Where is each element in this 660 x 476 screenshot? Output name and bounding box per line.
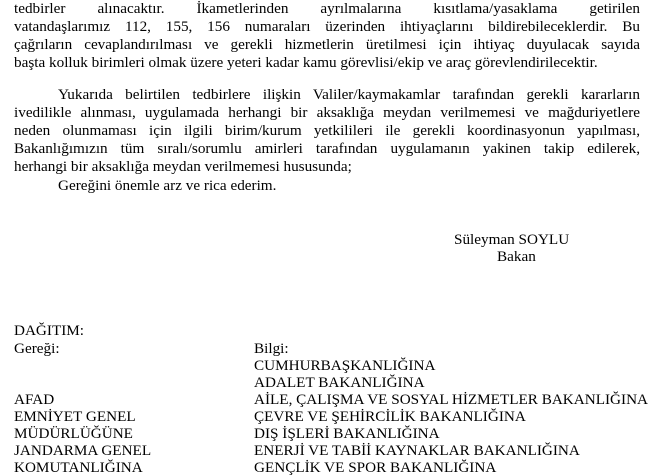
bilgi-recipient: DIŞ İŞLERİ BAKANLIĞINA [254,425,440,442]
gereği-recipient: AFAD [14,391,55,408]
signatory-title: Bakan [497,248,536,265]
bilgi-recipient: ADALET BAKANLIĞINA [254,374,425,391]
gereği-recipient: KOMUTANLIĞINA [14,459,143,476]
gereği-recipient: MÜDÜRLÜĞÜNE [14,425,133,442]
gereği-label: Gereği: [14,340,60,357]
paragraph-2-line-2: ivedilikle alınması, uygulamada herhangi bir aksaklığa meydan verilmemesi ve mağduriyetlere [14,104,640,121]
gereği-recipient: EMNİYET GENEL [14,408,136,425]
closing-sentence: Gereğini önemle arz ve rica ederim. [58,177,277,194]
paragraph-1-line-2: vatandaşlarımız 112, 155, 156 numaraları üzerinden ihtiyaçlarını bildirebileceklerdir. Bu [14,18,640,35]
paragraph-2-line-4: Bakanlığımızın tüm sıralı/sorumlu amirleri tarafından uygulamanın yakinen takip edilerek, [14,140,640,157]
paragraph-2-line-3: neden olunmaması için ilgili birim/kurum yetkilileri ile gerekli koordinasyonun yapılması, [14,122,640,139]
distribution-heading: DAĞITIM: [14,322,85,339]
bilgi-recipient: GENÇLİK VE SPOR BAKANLIĞINA [254,459,497,476]
bilgi-recipient: ENERJİ VE TABİİ KAYNAKLAR BAKANLIĞINA [254,442,580,459]
paragraph-1-line-1: tedbirler alınacaktır. İkametlerinden ayrılmalarına kısıtlama/yasaklama getirilen [14,0,640,17]
gereği-recipient: JANDARMA GENEL [14,442,152,459]
paragraph-2-line-5: herhangi bir aksaklığa meydan verilmemesi hususunda; [14,158,352,175]
bilgi-label: Bilgi: [254,340,289,357]
paragraph-1-line-3: çağrıların cevaplandırılması ve gerekli hizmetlerin üretilmesi için ihtiyaç duyulacak sayıda [14,36,640,53]
paragraph-2-line-1: Yukarıda belirtilen tedbirlere ilişkin Valiler/kaymakamlar tarafından gerekli kararların [58,86,640,103]
paragraph-1-line-4: başta kolluk birimleri olmak üzere yeteri kadar kamu görevlisi/ekip ve araç görevlendirilecektir. [14,54,598,71]
bilgi-recipient: ÇEVRE VE ŞEHİRCİLİK BAKANLIĞINA [254,408,526,425]
bilgi-recipient: AİLE, ÇALIŞMA VE SOSYAL HİZMETLER BAKANLIĞINA [254,391,649,408]
signatory-name: Süleyman SOYLU [454,231,570,248]
bilgi-recipient: CUMHURBAŞKANLIĞINA [254,357,436,374]
